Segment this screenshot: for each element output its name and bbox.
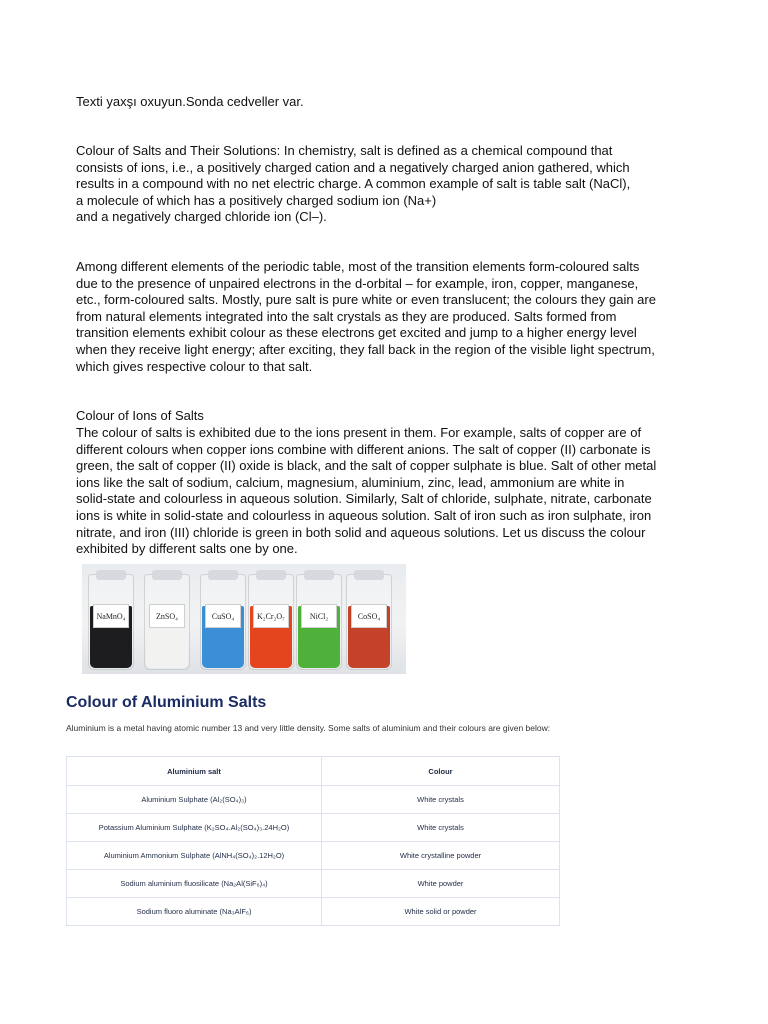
vial [346, 574, 392, 670]
table-cell: Potassium Aluminium Sulphate (K₂SO₄.Al₂(SO₄)₃.24H₂O) [67, 814, 322, 842]
table-cell: Aluminium Sulphate (Al₂(SO₄)₃) [67, 786, 322, 814]
vial-label: CuSO₄ [205, 604, 241, 628]
table-row [67, 814, 560, 842]
paragraph-transition-elements: Among different elements of the periodic table, most of the transition elements form-coloured salts due to the presence of unpaired electrons in the d-orbital – for example, iron, copper, manganese, etc., form-coloured salts. Mostly, pure salt is pure white or even translucent; the colours they gain are from natural elements integrated into the salt crystals as they are produced. Salts formed from transition elements exhibit colour as these electrons get excited and jump to a higher energy level when they receive light energy; after exciting, they fall back in the region of the visible light spectrum, which gives respective colour to that salt. [76, 259, 656, 374]
vial [296, 574, 342, 670]
table-row [67, 898, 560, 926]
table-title: Colour of Aluminium Salts [66, 694, 267, 711]
table-cell: Aluminium Ammonium Sulphate (AlNH₄(SO₄)₂.12H₂O) [67, 842, 322, 870]
table-cell: Sodium aluminium fluosilicate (Na₂Al(SiF₆)₄) [67, 870, 322, 898]
vial-label: NaMnO₄ [93, 604, 129, 628]
table-row [67, 786, 560, 814]
table-cell: White solid or powder [322, 898, 560, 926]
vial-label: ZnSO₄ [149, 604, 185, 628]
table-cell: White powder [322, 870, 560, 898]
vial [88, 574, 134, 670]
table-row [67, 870, 560, 898]
intro-text: Texti yaxşı oxuyun.Sonda cedveller var. [76, 94, 304, 109]
vial [248, 574, 294, 670]
paragraph-colour-of-ions: The colour of salts is exhibited due to the ions present in them. For example, salts of copper are of different colours when copper ions combine with different anions. The salt of copper (II) carbonate is green, the salt of copper (II) oxide is black, and the salt of copper sulphate is blue. Salt of other metal ions like the salt of sodium, calcium, magnesium, aluminium, zinc, lead, ammonium are white in solid-state and colourless in aqueous solution. Similarly, Salt of chloride, sulphate, nitrate, carbonate ions is white in solid-state and colourless in aqueous solution. Salt of iron such as iron sulphate, iron nitrate, and iron (III) chloride is green in both solid and aqueous solutions. Let us discuss the colour exhibited by different salts one by one. [76, 425, 657, 557]
vial-label: K₂Cr₂O₇ [253, 604, 289, 628]
aluminium-salts-table [66, 756, 560, 926]
salt-vials-photo [82, 564, 406, 674]
table-cell: White crystals [322, 814, 560, 842]
vial [200, 574, 246, 670]
column-header: Aluminium salt [67, 757, 322, 786]
table-cell: White crystals [322, 786, 560, 814]
paragraph-salts-definition: Colour of Salts and Their Solutions: In chemistry, salt is defined as a chemical compound that consists of ions, i.e., a positively charged cation and a negatively charged anion gathered, which results in a compound with no net electric charge. A common example of salt is table salt (NaCl), a molecule of which has a positively charged sodium ion (Na+) and a negatively charged chloride ion (Cl–). [76, 143, 631, 225]
vial-label: CoSO₄ [351, 604, 387, 628]
table-cell: White crystalline powder [322, 842, 560, 870]
vial-label: NiCl₂ [301, 604, 337, 628]
table-description: Aluminium is a metal having atomic number 13 and very little density. Some salts of aluminium and their colours are given below: [66, 723, 551, 733]
column-header: Colour [322, 757, 560, 786]
table-cell: Sodium fluoro aluminate (Na₃AlF₆) [67, 898, 322, 926]
section-title: Colour of Ions of Salts [76, 408, 204, 423]
table-header-row [67, 757, 560, 786]
vial [144, 574, 190, 670]
table-row [67, 842, 560, 870]
